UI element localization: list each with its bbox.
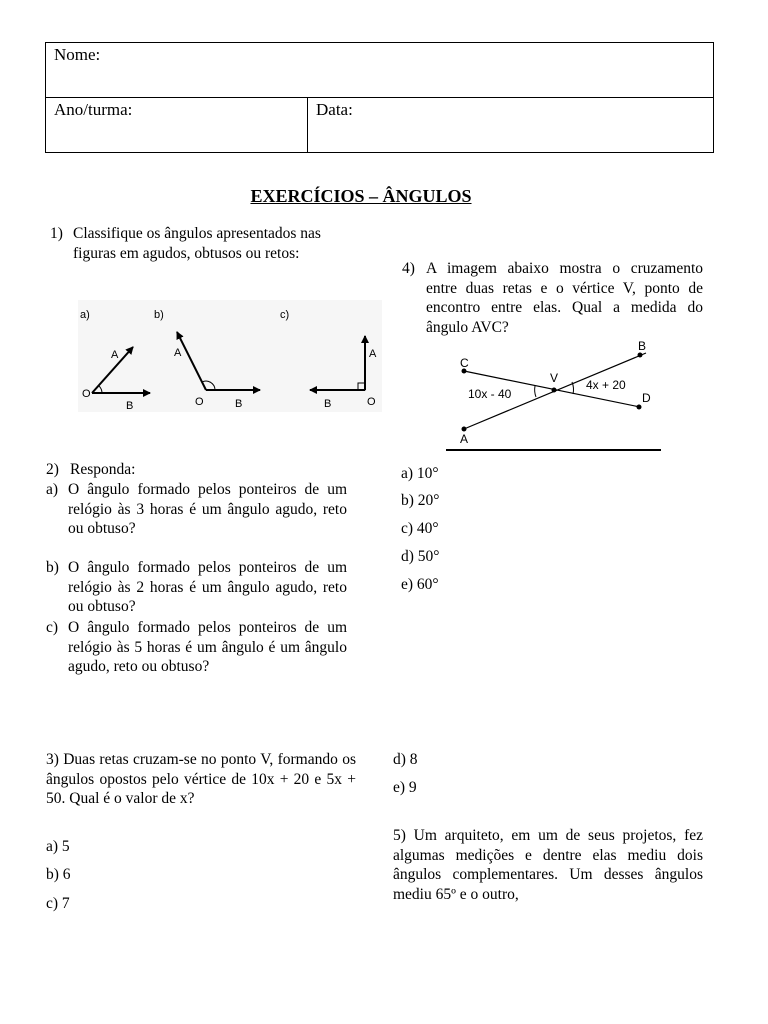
date-label: Data: — [316, 100, 353, 119]
q4-text: A imagem abaixo mostra o cruzamento entre duas retas e o vértice V, ponto de encontro entre elas. Qual a medida do ângulo AVC? — [426, 260, 703, 336]
q3-option-c: c) 7 — [46, 895, 70, 912]
fig-b-b: B — [235, 398, 243, 410]
q4-number: 4) — [402, 260, 415, 277]
fig-b-a: A — [174, 347, 182, 359]
fig-c-b: B — [324, 398, 332, 410]
q1-angles-figure — [78, 300, 382, 412]
date-field[interactable] — [308, 98, 714, 153]
point-a — [462, 427, 467, 432]
q3-option-d: d) 8 — [393, 751, 418, 768]
q2a-text: O ângulo formado pelos ponteiros de um relógio às 3 horas é um ângulo agudo, reto ou obtuso? — [68, 481, 347, 537]
fig-a-a: A — [111, 349, 119, 361]
point-d — [637, 405, 642, 410]
header-table — [45, 42, 714, 153]
point-v — [552, 388, 557, 393]
label-d: D — [642, 391, 651, 405]
q4-option-d: d) 50° — [401, 548, 440, 565]
q1-text: Classifique os ângulos apresentados nas figuras em agudos, obtusos ou retos: — [73, 225, 321, 262]
class-label: Ano/turma: — [54, 100, 133, 119]
q3-option-a: a) 5 — [46, 838, 70, 855]
fig-b-o: O — [195, 396, 204, 408]
fig-a-b: B — [126, 400, 134, 412]
label-v: V — [550, 371, 559, 385]
label-c: C — [460, 356, 469, 370]
label-right-expr: 4x + 20 — [586, 378, 626, 392]
q4-option-c: c) 40° — [401, 520, 439, 537]
label-a: A — [460, 432, 469, 446]
q2b-text: O ângulo formado pelos ponteiros de um relógio às 2 horas é um ângulo agudo, reto ou obtuso? — [68, 559, 347, 615]
fig-c-label: c) — [280, 309, 290, 321]
q4-option-e: e) 60° — [401, 576, 439, 593]
page-title: EXERCÍCIOS – ÂNGULOS — [250, 186, 472, 206]
q4-option-b: b) 20° — [401, 492, 440, 509]
q2a-label: a) — [46, 481, 59, 498]
name-label: Nome: — [54, 45, 101, 64]
q2-heading: Responda: — [70, 461, 136, 478]
fig-b-label: b) — [154, 309, 164, 321]
label-left-expr: 10x - 40 — [468, 387, 512, 401]
q2b-label: b) — [46, 559, 59, 576]
fig-a-label: a) — [80, 309, 90, 321]
fig-a-o: O — [82, 388, 91, 400]
q4-option-a: a) 10° — [401, 465, 439, 482]
q3-option-e: e) 9 — [393, 779, 417, 796]
q2c-text: O ângulo formado pelos ponteiros de um relógio às 5 horas é um ângulo é um ângulo agudo, reto ou obtuso? — [68, 619, 347, 675]
fig-c-a: A — [369, 348, 377, 360]
q4-lines-figure — [430, 337, 662, 452]
fig-c-o: O — [367, 396, 376, 408]
q3-option-b: b) 6 — [46, 866, 71, 883]
q2-number: 2) — [46, 461, 59, 478]
arc-left — [535, 386, 536, 397]
q5-text: 5) Um arquiteto, em um de seus projetos, fez algumas medições e dentre elas mediu dois ângulos complementares. Um desses ângulos mediu 65º e o outro, — [393, 827, 703, 903]
point-b — [638, 353, 643, 358]
q3-text: 3) Duas retas cruzam-se no ponto V, formando os ângulos opostos pelo vértice de 10x + 20 e 5x + 50. Qual é o valor de x? — [46, 751, 356, 807]
class-field[interactable] — [46, 98, 308, 153]
q1-number: 1) — [50, 225, 63, 242]
label-b: B — [638, 339, 647, 353]
name-field[interactable] — [46, 43, 714, 98]
q2c-label: c) — [46, 619, 59, 636]
